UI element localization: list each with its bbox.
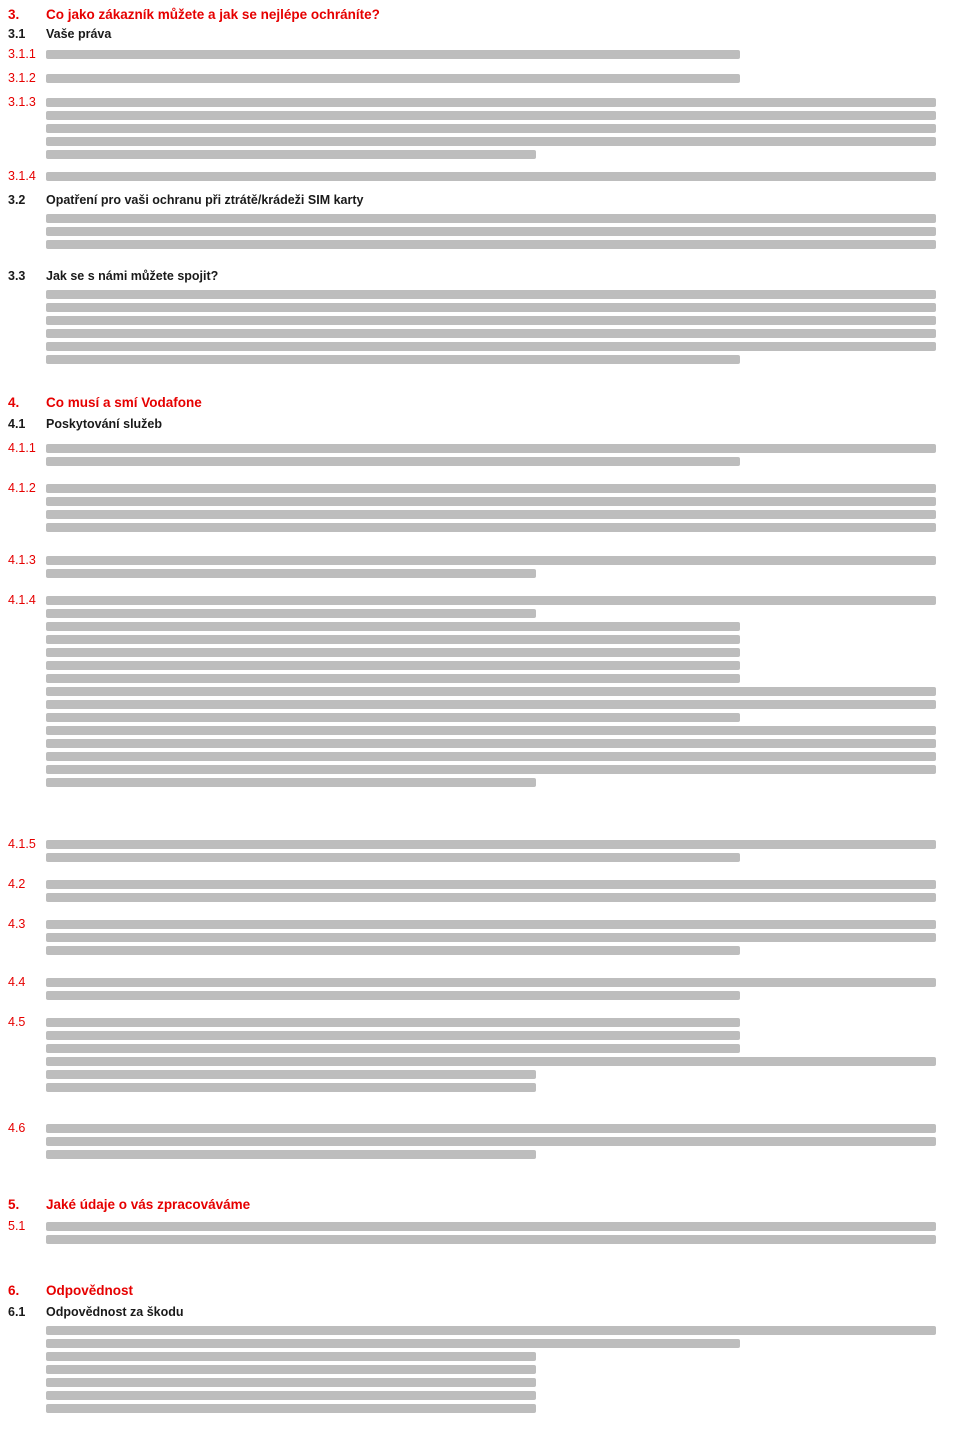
- paragraph: [8, 210, 936, 253]
- paragraph-number: 4.1.5: [8, 837, 36, 851]
- paragraph: [8, 1218, 936, 1248]
- paragraph-body: [46, 1120, 936, 1163]
- subsection-heading: [8, 1304, 936, 1321]
- section-title: Odpovědnost: [46, 1283, 133, 1298]
- subsection-title: Poskytování služeb: [46, 417, 163, 431]
- subsection-heading: [8, 268, 936, 285]
- section-heading: [8, 1282, 936, 1299]
- paragraph: [8, 46, 936, 63]
- paragraph-number: 3.1.4: [8, 169, 36, 183]
- paragraph: [8, 440, 936, 470]
- paragraph-number: 3.1.1: [8, 47, 36, 61]
- paragraph-body: [46, 592, 936, 791]
- paragraph-body: [46, 1218, 936, 1248]
- paragraph: [8, 876, 936, 906]
- paragraph-body: [46, 876, 936, 906]
- paragraph-number: 3.1.3: [8, 95, 36, 109]
- section-number: 6.: [8, 1283, 20, 1298]
- section-title: Jaké údaje o vás zpracováváme: [46, 1197, 251, 1212]
- subsection-number: 6.1: [8, 1305, 26, 1319]
- subsection-title: Odpovědnost za škodu: [46, 1305, 184, 1319]
- paragraph: [8, 592, 936, 791]
- section-number: 5.: [8, 1197, 20, 1212]
- subsection-heading: [8, 416, 936, 433]
- paragraph: [8, 70, 936, 87]
- paragraph-body: [46, 210, 936, 253]
- paragraph-number: 4.1.2: [8, 481, 36, 495]
- paragraph-number: 4.1.3: [8, 553, 36, 567]
- subsection-number: 3.2: [8, 193, 26, 207]
- paragraph: [8, 168, 936, 185]
- paragraph-body: [46, 916, 936, 959]
- section-heading: [8, 6, 936, 23]
- paragraph-number: 4.1.1: [8, 441, 36, 455]
- paragraph-body: [46, 440, 936, 470]
- paragraph-body: [46, 1322, 936, 1417]
- section-heading: [8, 1196, 936, 1213]
- paragraph-number: 4.6: [8, 1121, 26, 1135]
- paragraph-body: [46, 480, 936, 536]
- paragraph: [8, 1120, 936, 1163]
- paragraph: [8, 836, 936, 866]
- paragraph-number: 3.1.2: [8, 71, 36, 85]
- subsection-number: 3.3: [8, 269, 26, 283]
- paragraph-body: [46, 552, 936, 582]
- paragraph-body: [46, 168, 936, 185]
- paragraph-body: [46, 286, 936, 368]
- paragraph: [8, 552, 936, 582]
- subsection-heading: [8, 192, 936, 209]
- paragraph-body: [46, 46, 936, 63]
- section-number: 4.: [8, 395, 20, 410]
- section-number: 3.: [8, 7, 20, 22]
- section-title: Co musí a smí Vodafone: [46, 395, 202, 410]
- paragraph-number: 4.1.4: [8, 593, 36, 607]
- paragraph-body: [46, 836, 936, 866]
- subsection-title: Jak se s námi můžete spojit?: [46, 269, 219, 283]
- paragraph: [8, 94, 936, 163]
- paragraph-body: [46, 70, 936, 87]
- paragraph: [8, 974, 936, 1004]
- paragraph: [8, 1322, 936, 1417]
- paragraph-number: 4.4: [8, 975, 26, 989]
- subsection-title: Opatření pro vaši ochranu při ztrátě/krádeži SIM karty: [46, 193, 364, 207]
- paragraph: [8, 286, 936, 368]
- paragraph-number: 4.3: [8, 917, 26, 931]
- paragraph-body: [46, 1014, 936, 1096]
- subsection-number: 4.1: [8, 417, 26, 431]
- paragraph-body: [46, 94, 936, 163]
- subsection-heading: [8, 26, 936, 43]
- paragraph-number: 4.5: [8, 1015, 26, 1029]
- paragraph-body: [46, 974, 936, 1004]
- subsection-title: Vaše práva: [46, 27, 112, 41]
- paragraph: [8, 916, 936, 959]
- section-heading: [8, 394, 936, 411]
- paragraph: [8, 1014, 936, 1096]
- paragraph-number: 5.1: [8, 1219, 26, 1233]
- paragraph-number: 4.2: [8, 877, 26, 891]
- paragraph: [8, 480, 936, 536]
- subsection-number: 3.1: [8, 27, 26, 41]
- section-title: Co jako zákazník můžete a jak se nejlépe ochráníte?: [46, 7, 380, 22]
